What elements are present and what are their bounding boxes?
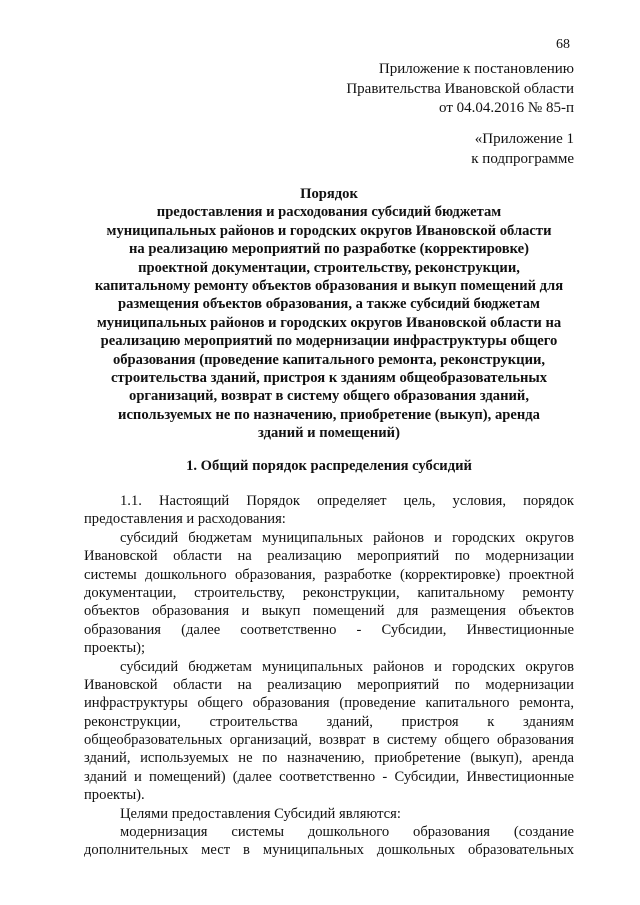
title-line: строительства зданий, пристроя к зданиям общеобразовательных	[110, 370, 548, 387]
section-heading: 1. Общий порядок распределения субсидий	[186, 458, 472, 474]
body-line: Ивановской области на реализацию мероприятий по модернизации	[84, 548, 574, 565]
body-line: Целями предоставления Субсидий являются:	[120, 805, 401, 822]
document-title	[84, 185, 574, 443]
title-line: зданий и помещений)	[258, 425, 400, 442]
body-line: субсидий бюджетам муниципальных районов и городских округов	[120, 529, 574, 546]
title-line: реализацию мероприятий по модернизации инфраструктуры общего	[100, 333, 558, 350]
annex-reference	[374, 130, 574, 169]
body-line: проекты).	[84, 787, 145, 804]
document-body	[84, 492, 574, 860]
title-line: муниципальных районов и городских округов Ивановской области на	[96, 314, 562, 331]
title-line: размещения объектов образования, а также субсидий бюджетам	[118, 296, 540, 313]
title-line: образования (проведение капитального ремонта, реконструкции,	[112, 351, 546, 368]
appendix-reference	[314, 60, 574, 119]
body-line: модернизация системы дошкольного образования (создание	[120, 824, 574, 841]
body-line: субсидий бюджетам муниципальных районов и городских округов	[120, 658, 574, 675]
title-line: муниципальных районов и городских округов Ивановской области	[106, 222, 552, 239]
body-line: общеобразовательных организаций, возврат в систему общего образования	[84, 732, 574, 749]
body-line: документации, строительству, реконструкции, капитальному ремонту	[84, 584, 574, 601]
title-line: организаций, возврат в систему общего образования зданий,	[129, 388, 529, 405]
body-line: зданий и помещений) (далее соответственно - Субсидии, Инвестиционные	[84, 768, 574, 785]
body-line: объектов образования и выкуп помещений для размещения объектов	[84, 603, 574, 620]
body-line: предоставления и расходования:	[84, 511, 286, 528]
appendix-line: Правительства Ивановской области	[346, 80, 574, 97]
annex-line: к подпрограмме	[471, 150, 574, 167]
annex-line: «Приложение 1	[474, 131, 574, 147]
title-line: проектной документации, строительству, реконструкции,	[138, 259, 520, 276]
appendix-line: Приложение к постановлению	[378, 61, 574, 77]
body-line: 1.1. Настоящий Порядок определяет цель, условия, порядок	[120, 493, 574, 509]
body-line: проекты);	[84, 640, 146, 657]
body-line: Ивановской области на реализацию мероприятий по модернизации	[84, 676, 574, 693]
page-number: 68	[556, 37, 570, 52]
body-line: реконструкции, строительства зданий, пристроя к зданиям	[84, 713, 574, 730]
title-line: используемых не по назначению, приобретение (выкуп), аренда	[118, 406, 540, 423]
title-line: Порядок	[300, 186, 358, 202]
title-line: предоставления и расходования субсидий бюджетам	[156, 204, 502, 221]
title-line: капитальному ремонту объектов образования и выкуп помещений для	[94, 278, 564, 295]
body-line: дополнительных мест в муниципальных дошкольных образовательных	[84, 842, 574, 859]
body-line: зданий, используемых не по назначению, приобретение (выкуп), аренда	[84, 750, 574, 767]
title-line: на реализацию мероприятий по разработке (корректировке)	[128, 241, 530, 258]
body-line: инфраструктуры общего образования (проведение капитального ремонта,	[84, 695, 574, 712]
appendix-line: от 04.04.2016 № 85-п	[439, 100, 574, 116]
body-line: образования (далее соответственно - Субсидии, Инвестиционные	[84, 621, 574, 638]
body-line: системы дошкольного образования, разработке (корректировке) проектной	[84, 566, 574, 583]
